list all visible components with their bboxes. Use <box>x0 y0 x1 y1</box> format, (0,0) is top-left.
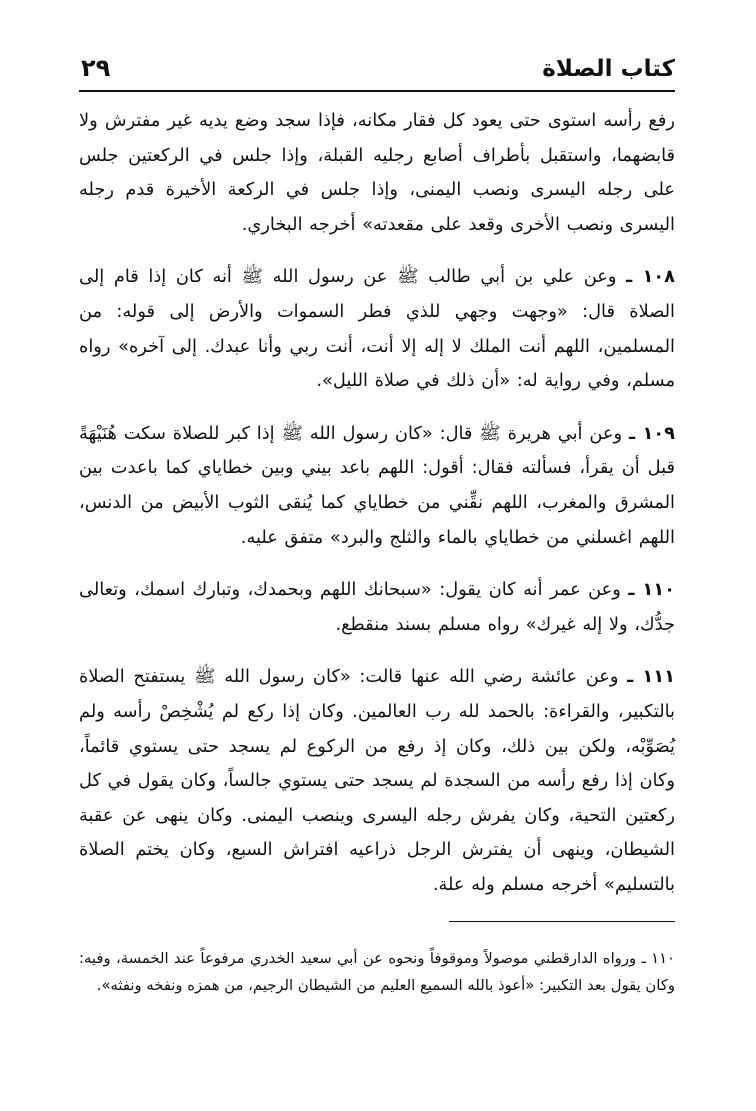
page-body <box>79 104 675 902</box>
paragraph-continuation <box>79 104 675 242</box>
hadith-110 <box>79 573 675 642</box>
hadith-number: ١٠٩ ـ <box>628 422 675 444</box>
hadith-number: ١١١ ـ <box>627 666 675 688</box>
chapter-title: كتاب الصلاة <box>542 56 675 82</box>
paragraph-text: وعن عائشة رضي الله عنها قالت: «كان رسول الله ﷺ يستفتح الصلاة بالتكبير، والقراءة: بالحمد لله رب العالمين. وكان إذا ركع لم يُشْخِصْ رأسه ولم يُصَوِّبْه، ولكن بين ذلك، وكان إذ رفع من الركوع لم يسجد حتى يستوي قائماً، وكان إذا رفع رأسه من السجدة لم يسجد حتى يستوي جالساً، وكان يقول في كل ركعتين التحية، وكان يفرش رجله اليسرى وينصب اليمنى. وكان ينهى عن عقبة الشيطان، وينهى أن يفترش الرجل ذراعيه افتراش السبع، وكان يختم الصلاة بالتسليم» أخرجه مسلم وله علة. <box>79 666 675 895</box>
hadith-number: ١٠٨ ـ <box>626 266 675 288</box>
footnote-divider <box>449 921 675 922</box>
hadith-111 <box>79 660 675 902</box>
hadith-109 <box>79 417 675 555</box>
hadith-108 <box>79 260 675 398</box>
footnote: ١١٠ ـ ورواه الدارقطني موصولاً وموقوفاً ونحوه عن أبي سعيد الخدري مرفوعاً عند الخمسة، وفيه: وكان يقول بعد التكبير: «أعوذ بالله السميع العليم من الشيطان الرجيم، من همزه ونفخه ونفثه». <box>79 949 675 994</box>
hadith-number: ١١٠ ـ <box>628 579 675 601</box>
page-header <box>79 50 675 92</box>
paragraph-text: رفع رأسه استوى حتى يعود كل فقار مكانه، فإذا سجد وضع يديه غير مفترش ولا قابضهما، واستقبل بأطراف أصابع رجليه القبلة، وإذا جلس في الركعتين جلس على رجله اليسرى ونصب اليمنى، وإذا جلس في الركعة الأخيرة قدم رجله اليسرى ونصب الأخرى وقعد على مقعدته» أخرجه البخاري. <box>79 110 675 235</box>
paragraph-text: وعن أبي هريرة ﷺ قال: «كان رسول الله ﷺ إذا كبر للصلاة سكت هُنَيْهَةً قبل أن يقرأ، فسألته فقال: أقول: اللهم باعد بيني وبين خطاياي كما باعدت بين المشرق والمغرب، اللهم نقِّني من خطاياي كما يُنقى الثوب الأبيض من الدنس، اللهم اغسلني من خطاياي بالماء والثلج والبرد» متفق عليه. <box>79 422 675 548</box>
page-number: ٢٩ <box>81 54 111 82</box>
paragraph-text: وعن عمر أنه كان يقول: «سبحانك اللهم وبحمدك، وتبارك اسمك، وتعالى جدُّك، ولا إله غيرك» رواه مسلم بسند منقطع. <box>79 579 675 635</box>
paragraph-text: وعن علي بن أبي طالب ﷺ عن رسول الله ﷺ أنه كان إذا قام إلى الصلاة قال: «وجهت وجهي للذي فطر السموات والأرض إلى قوله: من المسلمين، اللهم أنت الملك لا إله إلا أنت، أنت ربي وأنا عبدك. إلى آخره» رواه مسلم، وفي رواية له: «أن ذلك في صلاة الليل». <box>79 266 675 392</box>
